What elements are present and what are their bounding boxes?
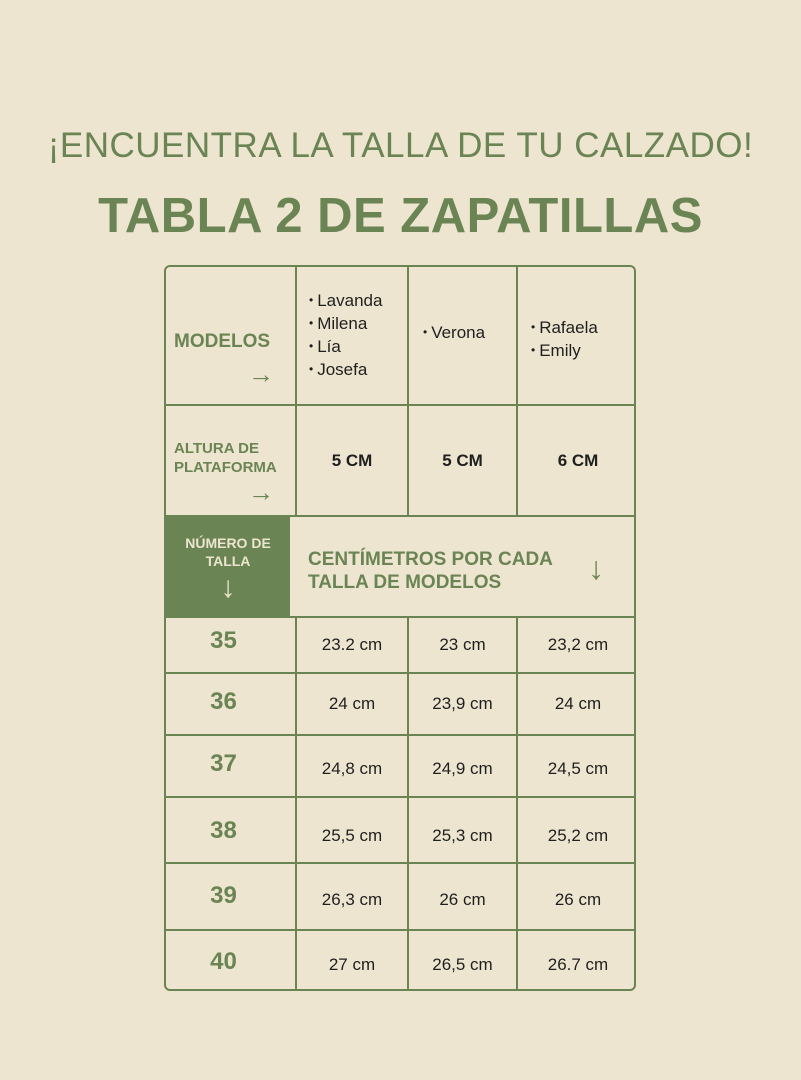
- platform-height-value: 6 CM: [557, 450, 599, 470]
- cm-value: 26 cm: [439, 890, 486, 909]
- cm-value: 23,9 cm: [432, 694, 493, 713]
- size-number: 38: [210, 817, 237, 844]
- cm-value: 23.2 cm: [321, 635, 383, 654]
- models-cell-3: [518, 267, 636, 413]
- cm-value: 24 cm: [328, 694, 376, 713]
- model-item: • Lía: [309, 336, 341, 356]
- model-item: • Josefa: [309, 359, 368, 379]
- cm-value: 24,8 cm: [321, 759, 383, 778]
- page-title: TABLA 2 DE ZAPATILLAS: [98, 189, 703, 243]
- cm-value: 27 cm: [328, 955, 376, 974]
- cm-value: 26.7 cm: [547, 955, 609, 974]
- cm-value: 26 cm: [554, 890, 602, 909]
- size-table: [164, 265, 636, 991]
- size-number: 39: [210, 882, 237, 909]
- arrow-down-icon: ↓: [588, 550, 604, 586]
- cm-value: 24,5 cm: [547, 759, 609, 778]
- size-number: 37: [210, 750, 237, 777]
- platform-height-value: 5 CM: [331, 450, 373, 470]
- arrow-right-icon: →: [248, 477, 274, 507]
- models-label: MODELOS: [174, 331, 271, 352]
- cm-value: 24 cm: [554, 694, 602, 713]
- size-number-label: NÚMERO DE TALLA: [185, 535, 271, 569]
- arrow-right-icon: →: [248, 359, 274, 389]
- models-cell-1: [297, 267, 407, 404]
- model-item: • Lavanda: [309, 290, 383, 310]
- size-number-header: [166, 517, 290, 618]
- platform-height-label: ALTURA DE PLATAFORMA: [174, 440, 277, 476]
- size-number: 35: [210, 627, 237, 654]
- size-number: 40: [210, 948, 237, 975]
- cm-value: 26,3 cm: [321, 890, 383, 909]
- model-item: • Emily: [531, 341, 581, 360]
- model-item: • Milena: [309, 313, 368, 333]
- cm-value: 23 cm: [439, 635, 486, 654]
- centimeters-label: CENTÍMETROS POR CADA TALLA DE MODELOS: [308, 549, 553, 593]
- cm-value: 23,2 cm: [547, 635, 609, 654]
- cm-value: 26,5 cm: [432, 955, 493, 974]
- cm-value: 25,3 cm: [432, 826, 493, 845]
- size-number: 36: [210, 688, 237, 715]
- models-cell-2: [409, 267, 516, 399]
- page-subtitle: ¡ENCUENTRA LA TALLA DE TU CALZADO!: [47, 126, 754, 165]
- arrow-down-icon: ↓: [220, 571, 236, 604]
- cm-value: 24,9 cm: [432, 759, 493, 778]
- model-item: • Rafaela: [531, 318, 598, 337]
- cm-value: 25,2 cm: [547, 826, 609, 845]
- cm-value: 25,5 cm: [321, 826, 383, 845]
- platform-height-value: 5 CM: [442, 450, 483, 470]
- model-item: • Verona: [423, 322, 486, 342]
